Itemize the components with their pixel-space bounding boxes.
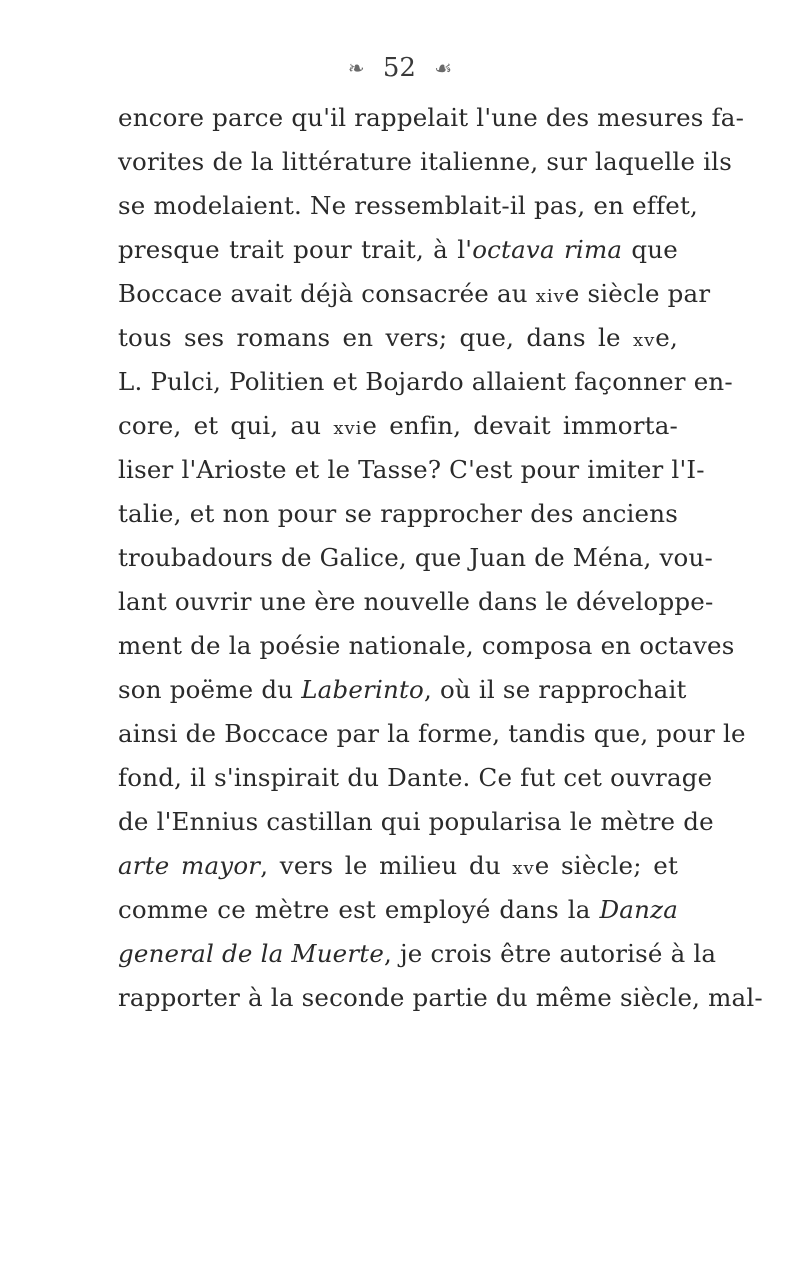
text-line [118,360,733,404]
right-ornament-icon: ☙ [434,56,453,80]
text-line [118,932,717,976]
italic-text: octava rima [472,235,623,264]
text-segment: , vers le milieu du [260,851,513,880]
text-segment: lant ouvrir une ère nouvelle dans le développe- [118,587,714,616]
text-segment: e siècle par [564,279,711,308]
text-line [118,624,735,668]
text-segment: tous ses romans en vers; que, dans le [118,323,633,352]
text-segment: e, [655,323,678,352]
left-ornament-icon: ❧ [347,56,365,80]
text-segment: , où il se rapprochait [423,675,687,704]
text-segment: talie, et non pour se rapprocher des anciens [118,499,678,528]
page-header [0,52,800,83]
text-line [118,844,678,888]
text-segment: Boccace avait déjà consacrée au [118,279,536,308]
text-line [118,888,678,932]
text-segment: ment de la poésie nationale, composa en octaves [118,631,735,660]
text-segment: vorites de la littérature italienne, sur laquelle ils [118,147,732,176]
text-line [118,756,713,800]
text-line [118,448,705,492]
text-segment: , je crois être autorisé à la [384,939,717,968]
italic-text: Danza [599,895,678,924]
century-numeral: xv [632,330,656,351]
text-line [118,228,678,272]
text-segment: se modelaient. Ne ressemblait-il pas, en effet, [118,191,699,220]
text-segment: troubadours de Galice, que Juan de Ména, vou- [118,543,713,572]
italic-text: arte mayor [118,851,261,880]
text-segment: e enfin, devait immorta- [362,411,679,440]
text-segment: fond, il s'inspirait du Dante. Ce fut cet ouvrage [118,763,713,792]
text-segment: e siècle; et [534,851,678,880]
page-number: 52 [382,53,416,83]
italic-text: general de la Muerte [118,939,385,968]
century-numeral: xiv [535,286,565,307]
text-segment: core, et qui, au [118,411,334,440]
text-line [118,404,678,448]
text-line [118,800,714,844]
text-segment: son poëme du [118,675,302,704]
text-line [118,976,763,1020]
text-line [118,712,746,756]
text-line [118,492,678,536]
text-line [118,272,711,316]
text-segment: liser l'Arioste et le Tasse? C'est pour imiter l'I- [118,455,705,484]
century-numeral: xv [512,858,535,879]
text-line [118,536,713,580]
century-numeral: xvi [333,418,363,439]
text-segment: que [622,235,678,264]
text-segment: rapporter à la seconde partie du même siècle, mal- [118,983,763,1012]
text-line [118,140,732,184]
body-text [118,96,763,1020]
text-line [118,580,714,624]
text-segment: de l'Ennius castillan qui popularisa le mètre de [118,807,714,836]
text-line [118,184,699,228]
text-line [118,96,745,140]
text-segment: L. Pulci, Politien et Bojardo allaient façonner en- [118,367,733,396]
text-segment: ainsi de Boccace par la forme, tandis que, pour le [118,719,746,748]
text-segment: comme ce mètre est employé dans la [118,895,600,924]
italic-text: Laberinto [301,675,424,704]
text-line [118,668,687,712]
text-line [118,316,678,360]
text-segment: encore parce qu'il rappelait l'une des mesures fa- [118,103,745,132]
text-segment: presque trait pour trait, à l' [118,235,473,264]
